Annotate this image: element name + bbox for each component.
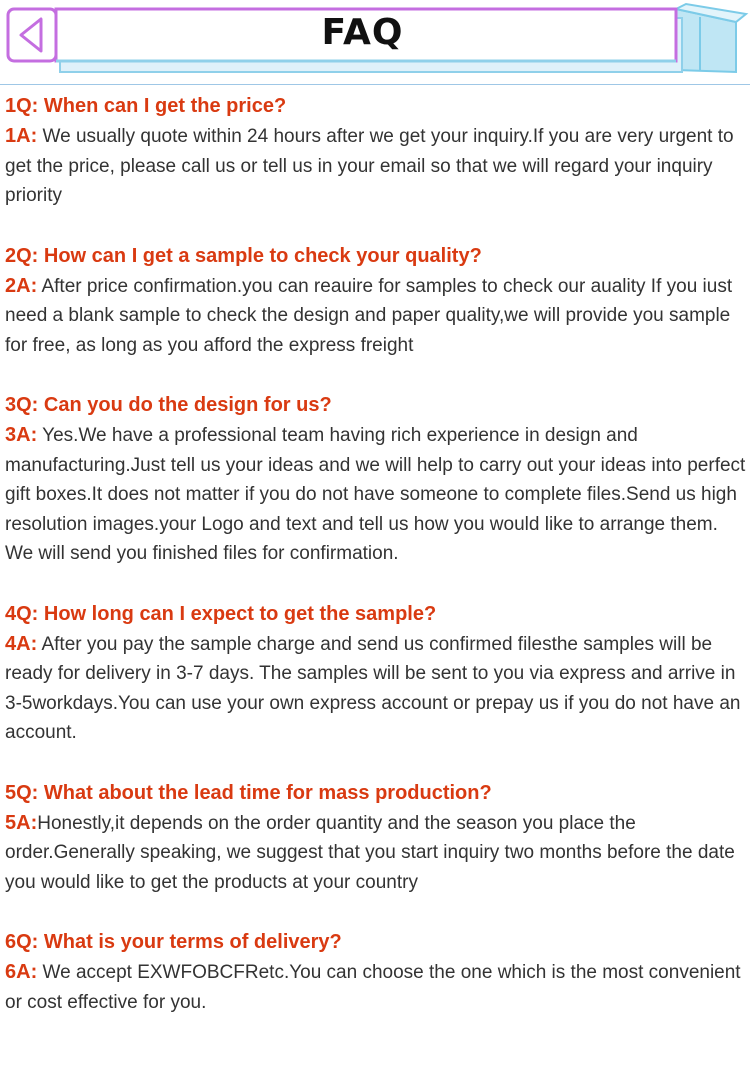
header-divider: [0, 84, 750, 85]
faq-answer: 6A: We accept EXWFOBCFRetc.You can choose the one which is the most convenient or cost effective for you.: [5, 961, 741, 1013]
faq-answer: 4A: After you pay the sample charge and send us confirmed filesthe samples will be ready for delivery in 3-7 days. The samples will be sent to you via express and arrive in 3-5workdays.You can use your own express account or prepay us if you do not have an account.: [5, 632, 741, 743]
faq-question: 5Q: What about the lead time for mass production?: [5, 781, 492, 804]
faq-item: [5, 92, 750, 211]
faq-answer: 3A: Yes.We have a professional team having rich experience in design and manufacturing.Just tell us your ideas and we will help to carry out your ideas into perfect gift boxes.It does not matter if you do not have someone to complete files.Send us high resolution images.your Logo and text and tell us how you would like to arrange them. We will send you finished files for confirmation.: [5, 424, 746, 564]
faq-question: 4Q: How long can I expect to get the sample?: [5, 602, 437, 625]
faq-item: [5, 600, 750, 748]
faq-question: 6Q: What is your terms of delivery?: [5, 931, 342, 953]
faq-item: [5, 928, 750, 1017]
page-title: FAQ: [321, 12, 404, 53]
faq-item: [5, 779, 750, 898]
faq-question: 2Q: How can I get a sample to check your quality?: [5, 244, 482, 267]
faq-item: [5, 242, 750, 361]
faq-list: [5, 92, 750, 1048]
faq-question: 1Q: When can I get the price?: [5, 95, 287, 117]
faq-item: [5, 391, 750, 569]
faq-answer: 1A: We usually quote within 24 hours after we get your inquiry.If you are very urgent to get the price, please call us or tell us in your email so that we will regard your inquiry priority: [5, 125, 734, 206]
faq-question: 3Q: Can you do the design for us?: [5, 394, 332, 416]
faq-banner: [0, 0, 750, 86]
faq-answer: 5A:Honestly,it depends on the order quantity and the season you place the order.Generally speaking, we suggest that you start inquiry two months before the date you would like to get the products at your country: [5, 811, 735, 893]
faq-answer: 2A: After price confirmation.you can reauire for samples to check our auality If you iust need a blank sample to check the design and paper quality,we will provide you sample for free, as long as you afford the express freight: [5, 274, 733, 356]
